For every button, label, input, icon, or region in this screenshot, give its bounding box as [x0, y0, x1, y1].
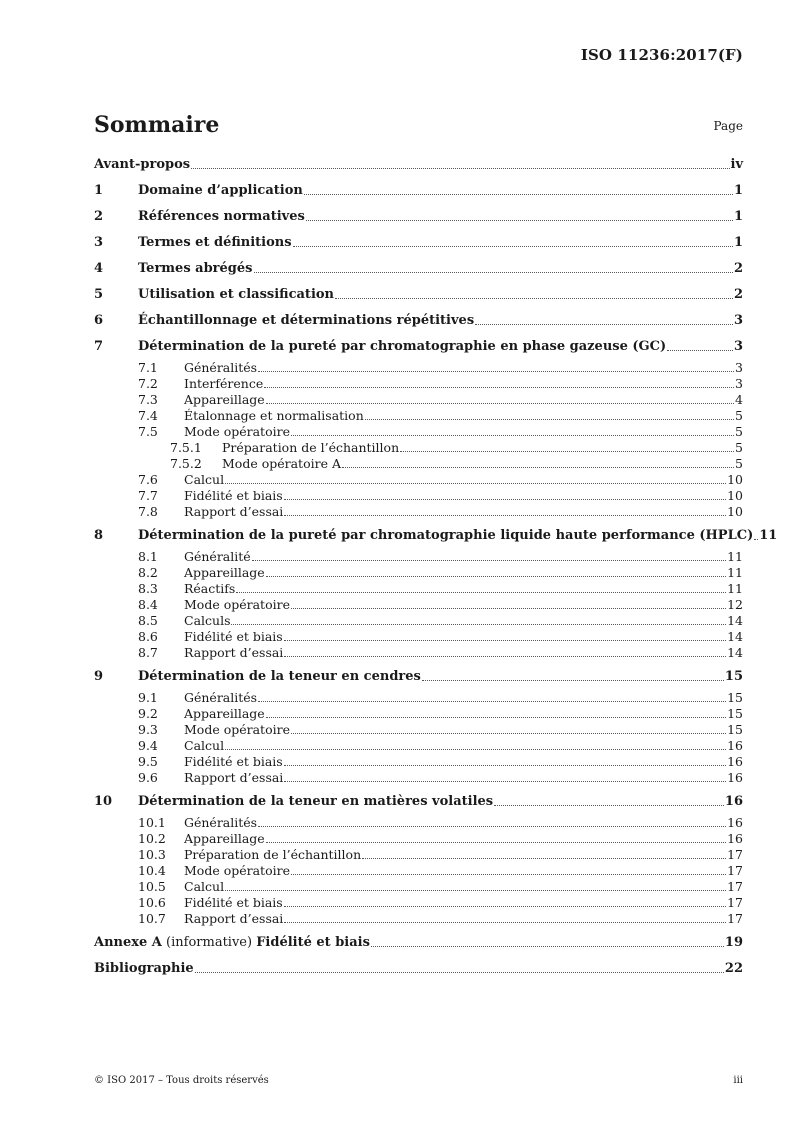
toc-entry[interactable]: [94, 612, 743, 628]
toc-entry-page: 11: [727, 549, 743, 564]
toc-entry-page: 1: [733, 235, 743, 250]
toc-entry-page: 10: [727, 488, 743, 503]
toc-entry[interactable]: [94, 252, 743, 278]
toc-entry-number: 10.1: [138, 815, 166, 830]
toc-dot-leader: [195, 972, 724, 973]
toc-entry-title: [184, 645, 283, 660]
toc-entry-title-text: Calcul: [184, 738, 225, 753]
toc-dot-leader: [291, 874, 726, 875]
toc-entry[interactable]: [94, 952, 743, 978]
toc-entry-page: 3: [733, 339, 743, 354]
toc-entry-page: 1: [733, 183, 743, 198]
toc-entry-title: [184, 376, 263, 391]
toc-entry-page: 15: [727, 706, 743, 721]
toc-entry[interactable]: [94, 753, 743, 769]
toc-entry-number: 10.4: [138, 863, 166, 878]
toc-entry-page: 3: [735, 360, 743, 375]
toc-entry-title: [138, 313, 474, 328]
toc-dot-leader: [667, 350, 733, 351]
toc-entry[interactable]: [94, 391, 743, 407]
toc-entry-title-text: Appareillage: [184, 706, 265, 721]
toc-entry[interactable]: [94, 785, 743, 811]
toc-entry-title: [184, 504, 283, 519]
toc-entry-title-text: Interférence: [184, 376, 264, 391]
toc-entry[interactable]: [94, 487, 743, 503]
toc-entry-title: [184, 770, 283, 785]
toc-entry[interactable]: [94, 439, 743, 455]
toc-entry-number: 9.5: [138, 754, 158, 769]
toc-entry-title-text: Fidélité et biais: [184, 488, 283, 503]
toc-entry-page: 14: [727, 629, 743, 644]
toc-entry-number: 7.4: [138, 408, 158, 423]
toc-entry-page: 19: [724, 935, 743, 950]
toc-entry-title: [184, 831, 265, 846]
toc-entry[interactable]: [94, 330, 743, 356]
toc-entry-number: 7.5.2: [170, 456, 202, 471]
toc-entry-title-text: Mode opératoire: [184, 597, 290, 612]
toc-entry-title-text: Détermination de la pureté par chromatographie liquide haute performance (HPLC): [138, 528, 754, 543]
toc-entry-title-text: Fidélité et biais: [184, 754, 283, 769]
toc-entry-page: 12: [727, 597, 743, 612]
toc-entry-title-text: Rapport d’essai: [184, 645, 284, 660]
toc-dot-leader: [236, 592, 726, 593]
toc-dot-leader: [252, 560, 726, 561]
toc-dot-leader: [293, 246, 733, 247]
toc-dot-leader: [335, 298, 733, 299]
toc-entry-number: 3: [94, 235, 104, 250]
toc-entry[interactable]: [94, 519, 778, 545]
toc-entry-page: 10: [727, 504, 743, 519]
toc-dot-leader: [258, 371, 734, 372]
toc-entry[interactable]: [94, 644, 743, 660]
toc-entry-number: 9.1: [138, 690, 158, 705]
toc-entry-page: 22: [724, 961, 743, 976]
toc-entry-page: 15: [724, 669, 743, 684]
toc-dot-leader: [291, 733, 726, 734]
toc-entry-title-text: Mode opératoire A: [222, 456, 341, 471]
toc-entry-page: 2: [733, 261, 743, 276]
toc-entry-number: 7.5.1: [170, 440, 202, 455]
toc-dot-leader: [365, 419, 734, 420]
toc-dot-leader: [291, 608, 726, 609]
toc-dot-leader: [258, 701, 726, 702]
toc-entry-annex-type: (informative): [161, 935, 257, 950]
toc-entry-title: [184, 549, 251, 564]
toc-entry[interactable]: [94, 894, 743, 910]
toc-entry-title: [184, 911, 283, 926]
toc-entry-number: 10.5: [138, 879, 166, 894]
toc-entry-title: [138, 209, 305, 224]
toc-entry-title: [184, 488, 283, 503]
toc-entry-page: 17: [727, 879, 743, 894]
toc-entry-title-text: Calcul: [184, 472, 225, 487]
toc-entry-page: 11: [727, 581, 743, 596]
toc-entry-page: 16: [727, 754, 743, 769]
toc-entry-title: [184, 863, 290, 878]
toc-entry[interactable]: [94, 455, 743, 471]
toc-entry-page: 16: [724, 794, 743, 809]
toc-entry-title-text: Détermination de la teneur en cendres: [138, 669, 421, 684]
toc-entry-number: 10.7: [138, 911, 166, 926]
toc-dot-leader: [422, 680, 724, 681]
toc-dot-leader: [258, 826, 726, 827]
toc-entry[interactable]: [94, 423, 743, 439]
toc-entry-title: [184, 408, 364, 423]
document-code: ISO 11236:2017(F): [580, 46, 743, 64]
toc-entry-number: 1: [94, 183, 104, 198]
toc-entry-page: 17: [727, 847, 743, 862]
footer-page-number: iii: [733, 1075, 743, 1086]
toc-entry[interactable]: [94, 150, 743, 174]
toc-entry-title: [94, 935, 370, 950]
toc-entry[interactable]: [94, 471, 743, 487]
toc-entry-title-text: Appareillage: [184, 392, 265, 407]
toc-entry[interactable]: [94, 689, 743, 705]
toc-entry[interactable]: [94, 769, 743, 785]
toc-entry-title: [184, 581, 235, 596]
toc-dot-leader: [266, 842, 726, 843]
toc-dot-leader: [231, 624, 726, 625]
toc-entry-title: [138, 183, 303, 198]
toc-entry-title-text: Calcul: [184, 879, 225, 894]
toc-entry-title-text: Fidélité et biais: [184, 895, 283, 910]
toc-entry-title-text: Domaine d’application: [138, 183, 303, 198]
toc-entry[interactable]: [94, 737, 743, 753]
toc-entry-number: 7.2: [138, 376, 158, 391]
toc-entry[interactable]: [94, 580, 743, 596]
toc-entry-number: 9.2: [138, 706, 158, 721]
toc-entry-title-text: Généralités: [184, 360, 258, 375]
toc-entry-page: 16: [727, 815, 743, 830]
toc-entry[interactable]: [94, 200, 743, 226]
page-title: Sommaire: [94, 112, 220, 138]
toc-entry-title-text: Références normatives: [138, 209, 305, 224]
toc-entry-title-text: Détermination de la teneur en matières volatiles: [138, 794, 494, 809]
toc-dot-leader: [291, 435, 734, 436]
toc-entry-number: 9.3: [138, 722, 158, 737]
toc-dot-leader: [254, 272, 733, 273]
toc-entry[interactable]: [94, 814, 743, 830]
toc-entry-title: [138, 235, 292, 250]
toc-dot-leader: [266, 576, 726, 577]
toc-entry-number: 10: [94, 794, 113, 809]
toc-entry-page: 14: [727, 645, 743, 660]
toc-entry-title: [184, 847, 361, 862]
toc-entry-number: 8: [94, 528, 104, 543]
toc-entry-title-text: Étalonnage et normalisation: [184, 408, 364, 423]
toc-entry-title-text: Termes et définitions: [138, 235, 292, 250]
toc-entry-title: [138, 794, 493, 809]
toc-entry-title-text: Rapport d’essai: [184, 911, 284, 926]
toc-entry-title-text: Termes abrégés: [138, 261, 253, 276]
toc-entry-page: 2: [733, 287, 743, 302]
toc-entry-title-text: Mode opératoire: [184, 424, 290, 439]
toc-entry[interactable]: [94, 278, 743, 304]
footer-copyright: © ISO 2017 – Tous droits réservés: [94, 1075, 269, 1086]
toc-entry-title-text: Annexe A: [94, 935, 162, 950]
toc-entry-page: 5: [735, 408, 743, 423]
toc-dot-leader: [284, 781, 726, 782]
toc-entry-title: [184, 629, 283, 644]
toc-entry-title: [184, 360, 257, 375]
toc-dot-leader: [284, 515, 726, 516]
toc-entry-title: [138, 339, 666, 354]
toc-entry-title: [184, 722, 290, 737]
toc-entry-title: [138, 669, 421, 684]
toc-entry-title: [184, 895, 283, 910]
toc-dot-leader: [225, 483, 726, 484]
toc-entry[interactable]: [94, 174, 743, 200]
toc-entry-title-text: Rapport d’essai: [184, 770, 284, 785]
toc-entry-number: 7: [94, 339, 104, 354]
toc-entry-title-text: Généralités: [184, 690, 258, 705]
toc-dot-leader: [191, 168, 729, 169]
toc-entry-title: [94, 157, 190, 172]
toc-entry-number: 7.7: [138, 488, 158, 503]
toc-entry-title: [138, 261, 253, 276]
toc-dot-leader: [475, 324, 733, 325]
toc-entry-title-text: Préparation de l’échantillon: [222, 440, 400, 455]
toc-entry-title: [138, 528, 753, 543]
toc-entry-page: 10: [727, 472, 743, 487]
toc-dot-leader: [266, 717, 726, 718]
toc-entry-title-text: Fidélité et biais: [184, 629, 283, 644]
toc-entry-title-text: Mode opératoire: [184, 863, 290, 878]
toc-entry-title: [184, 472, 224, 487]
toc-entry-title: [184, 565, 265, 580]
toc-dot-leader: [342, 467, 734, 468]
toc-dot-leader: [266, 403, 734, 404]
toc-entry-number: 5: [94, 287, 104, 302]
toc-entry-number: 8.1: [138, 549, 158, 564]
toc-entry-page: 5: [735, 440, 743, 455]
toc-entry-number: 9.4: [138, 738, 158, 753]
toc-entry[interactable]: [94, 375, 743, 391]
toc-entry[interactable]: [94, 304, 743, 330]
toc-entry-number: 10.3: [138, 847, 166, 862]
toc-entry[interactable]: [94, 628, 743, 644]
toc-entry-page: 4: [735, 392, 743, 407]
toc-entry[interactable]: [94, 846, 743, 862]
toc-entry-title: [94, 961, 194, 976]
toc-dot-leader: [362, 858, 726, 859]
toc-entry[interactable]: [94, 721, 743, 737]
toc-entry-number: 7.5: [138, 424, 158, 439]
toc-dot-leader: [225, 749, 726, 750]
toc-entry-number: 8.5: [138, 613, 158, 628]
toc-entry-number: 7.1: [138, 360, 158, 375]
toc-entry-number: 10.2: [138, 831, 166, 846]
toc-entry[interactable]: [94, 878, 743, 894]
toc-entry-title: [184, 706, 265, 721]
toc-dot-leader: [284, 922, 726, 923]
toc-entry[interactable]: [94, 564, 743, 580]
toc-dot-leader: [284, 656, 726, 657]
toc-entry-page: 16: [727, 770, 743, 785]
toc-entry-page: 16: [727, 831, 743, 846]
toc-entry[interactable]: [94, 359, 743, 375]
page-column-label: Page: [713, 119, 743, 133]
toc-entry-title-text: Appareillage: [184, 831, 265, 846]
toc-entry-title-text: Généralité: [184, 549, 251, 564]
toc-entry-page: 16: [727, 738, 743, 753]
toc-dot-leader: [284, 765, 726, 766]
toc-entry[interactable]: [94, 926, 743, 952]
toc-dot-leader: [284, 499, 726, 500]
toc-entry-title-text: Bibliographie: [94, 961, 194, 976]
toc-entry-title-text: Calculs: [184, 613, 231, 628]
toc-entry-number: 7.6: [138, 472, 158, 487]
toc-entry-title-text: Mode opératoire: [184, 722, 290, 737]
toc-entry-page: iv: [730, 157, 743, 172]
toc-entry-page: 3: [735, 376, 743, 391]
toc-entry[interactable]: [94, 910, 743, 926]
toc-entry-title: [184, 754, 283, 769]
toc-entry-title: [184, 815, 257, 830]
toc-entry-title: [138, 287, 334, 302]
toc-entry-number: 2: [94, 209, 104, 224]
toc-entry-page: 11: [727, 565, 743, 580]
toc-entry-page: 11: [759, 528, 778, 543]
toc-entry-number: 8.6: [138, 629, 158, 644]
toc-entry-title: [184, 424, 290, 439]
toc-entry[interactable]: [94, 705, 743, 721]
toc-entry-title-text: Utilisation et classification: [138, 287, 335, 302]
toc-dot-leader: [494, 805, 724, 806]
toc-entry-number: 9.6: [138, 770, 158, 785]
toc-entry-title: [184, 690, 257, 705]
toc-dot-leader: [754, 539, 758, 540]
toc-entry-page: 15: [727, 722, 743, 737]
toc-entry-number: 7.8: [138, 504, 158, 519]
toc-dot-leader: [306, 220, 733, 221]
toc-entry-title-text: Rapport d’essai: [184, 504, 284, 519]
toc-entry-number: 8.2: [138, 565, 158, 580]
toc-entry[interactable]: [94, 407, 743, 423]
toc-dot-leader: [400, 451, 734, 452]
toc-entry-annex-title: Fidélité et biais: [256, 935, 370, 950]
toc-entry[interactable]: [94, 596, 743, 612]
toc-entry-title-text: Détermination de la pureté par chromatographie en phase gazeuse (GC): [138, 339, 667, 354]
toc-dot-leader: [284, 640, 726, 641]
toc-entry-page: 17: [727, 911, 743, 926]
toc-entry-page: 15: [727, 690, 743, 705]
toc-dot-leader: [304, 194, 733, 195]
toc-entry-title: [184, 392, 265, 407]
toc-entry-title: [184, 879, 224, 894]
toc-entry[interactable]: [94, 503, 743, 519]
toc-entry[interactable]: [94, 862, 743, 878]
toc-entry-title-text: Réactifs: [184, 581, 236, 596]
toc-entry-page: 3: [733, 313, 743, 328]
toc-entry-title-text: Généralités: [184, 815, 258, 830]
toc-entry-title: [184, 738, 224, 753]
toc-dot-leader: [284, 906, 726, 907]
toc-entry-page: 5: [735, 456, 743, 471]
toc-entry-title-text: Préparation de l’échantillon: [184, 847, 362, 862]
toc-entry-page: 1: [733, 209, 743, 224]
toc-dot-leader: [225, 890, 726, 891]
toc-entry[interactable]: [94, 226, 743, 252]
toc-entry-title-text: Échantillonnage et déterminations répétitives: [138, 313, 475, 328]
toc-entry-title-text: Avant-propos: [94, 157, 191, 172]
toc-entry-title-text: Appareillage: [184, 565, 265, 580]
table-of-contents: [94, 150, 778, 978]
toc-entry-number: 10.6: [138, 895, 166, 910]
toc-entry[interactable]: [94, 548, 743, 564]
toc-entry-number: 4: [94, 261, 104, 276]
toc-entry-number: 8.4: [138, 597, 158, 612]
toc-entry-title: [222, 440, 399, 455]
toc-entry-number: 8.7: [138, 645, 158, 660]
toc-entry-page: 14: [727, 613, 743, 628]
toc-entry-page: 5: [735, 424, 743, 439]
toc-entry-number: 9: [94, 669, 104, 684]
toc-entry[interactable]: [94, 830, 743, 846]
toc-entry-number: 6: [94, 313, 104, 328]
toc-entry-number: 7.3: [138, 392, 158, 407]
toc-dot-leader: [264, 387, 734, 388]
toc-entry-number: 8.3: [138, 581, 158, 596]
toc-entry-title: [184, 597, 290, 612]
toc-entry-title: [184, 613, 230, 628]
toc-dot-leader: [371, 946, 724, 947]
toc-entry-page: 17: [727, 863, 743, 878]
toc-entry[interactable]: [94, 660, 743, 686]
toc-entry-title: [222, 456, 341, 471]
toc-entry-page: 17: [727, 895, 743, 910]
